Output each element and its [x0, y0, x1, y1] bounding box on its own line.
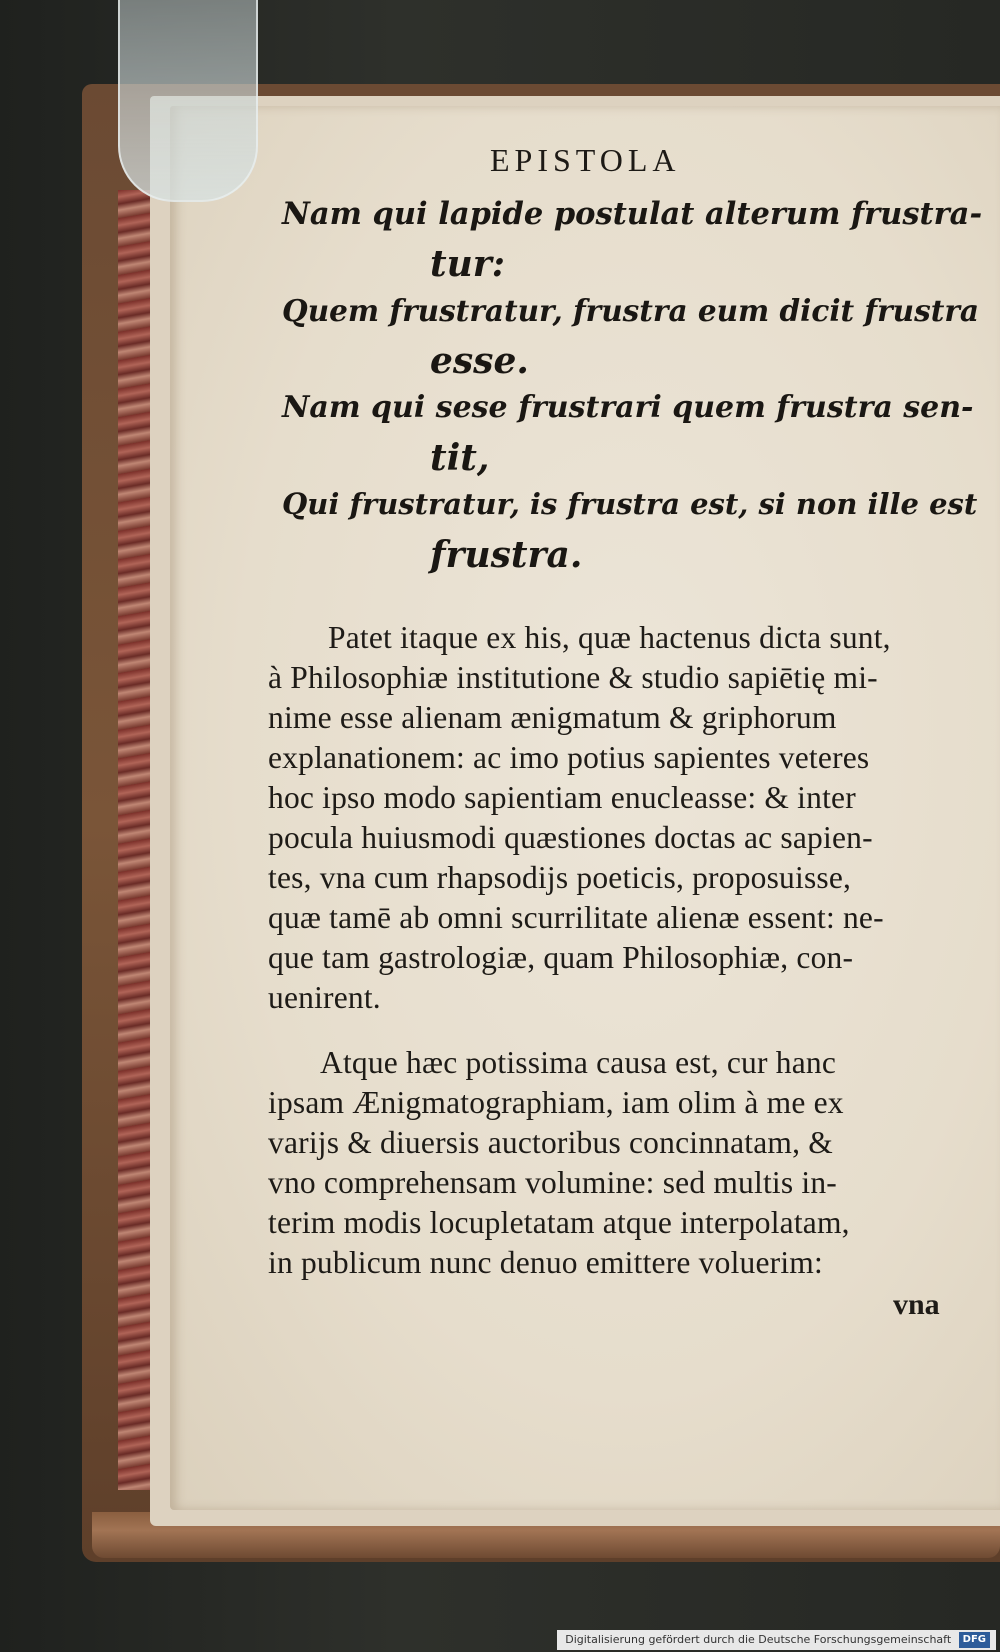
verse-line: Quem frustratur, frustra eum dicit frustra — [282, 293, 979, 328]
prose-line: explanationem: ac imo potius sapientes veteres — [268, 740, 870, 775]
digitization-footer — [557, 1630, 996, 1650]
prose-line: hoc ipso modo sapientiam enucleasse: & inter — [268, 780, 856, 815]
verse-line: Nam qui lapide postulat alterum frustra- — [282, 196, 983, 232]
catchword: vna — [893, 1288, 940, 1321]
verse-line: Nam qui sese frustrari quem frustra sen- — [282, 390, 974, 425]
verse-line: tur: — [430, 243, 506, 285]
prose-line: ipsam Ænigmatographiam, iam olim à me ex — [268, 1085, 844, 1120]
prose-line: in publicum nunc denuo emittere voluerim: — [268, 1245, 823, 1280]
footer-text: Digitalisierung gefördert durch die Deutsche Forschungsgemeinschaft — [565, 1633, 952, 1646]
verse-line: esse. — [430, 340, 529, 382]
prose-line: que tam gastrologiæ, quam Philosophiæ, con- — [268, 940, 854, 975]
prose-line: quæ tamē ab omni scurrilitate alienæ essent: ne- — [268, 900, 884, 935]
prose-line: à Philosophiæ institutione & studio sapiētię mi- — [268, 660, 878, 695]
prose-line: pocula huiusmodi quæstiones doctas ac sapien- — [268, 820, 873, 855]
dfg-logo-icon: DFG — [959, 1632, 990, 1648]
page-clip — [118, 0, 258, 202]
prose-line: Atque hæc potissima causa est, cur hanc — [320, 1045, 837, 1080]
verse-line: Qui frustratur, is frustra est, si non ille est — [282, 487, 978, 521]
prose-line: Patet itaque ex his, quæ hactenus dicta sunt, — [328, 620, 891, 655]
running-head: EPISTOLA — [490, 142, 681, 178]
prose-line: varijs & diuersis auctoribus concinnatam, & — [268, 1125, 833, 1160]
prose-line: tes, vna cum rhapsodijs poeticis, proposuisse, — [268, 860, 852, 895]
prose-line: uenirent. — [268, 980, 381, 1015]
prose-line: terim modis locupletatam atque interpolatam, — [268, 1205, 850, 1240]
verse-line: frustra. — [430, 534, 583, 576]
prose-line: nime esse alienam ænigmatum & griphorum — [268, 700, 837, 735]
prose-line: vno comprehensam volumine: sed multis in- — [268, 1165, 837, 1200]
verse-line: tit, — [430, 437, 490, 479]
